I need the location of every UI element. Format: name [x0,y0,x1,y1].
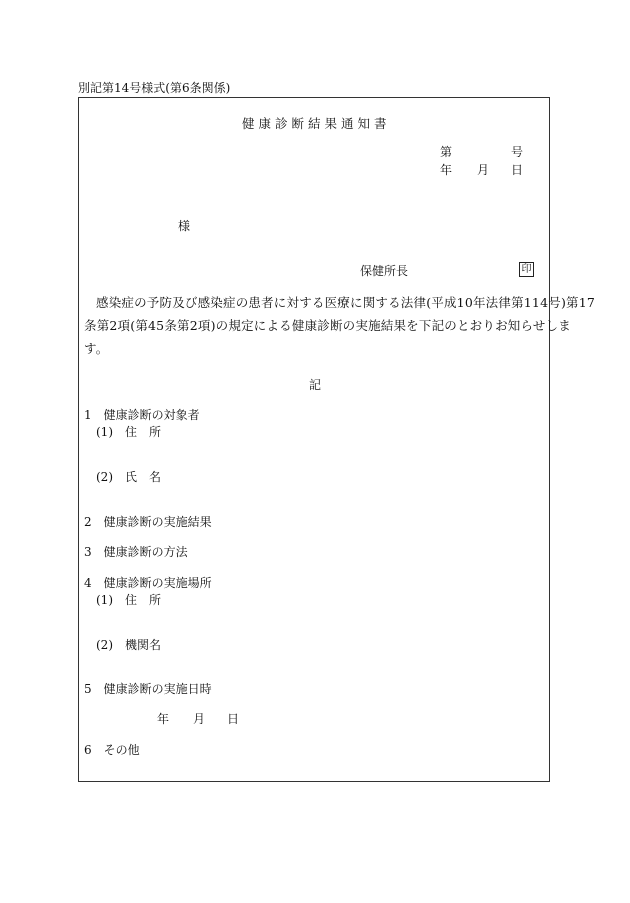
addressee-sama: 様 [178,219,191,233]
item-5-month: 月 [193,712,206,726]
body-line-2: 条第2項(第45条第2項)の規定による健康診断の実施結果を下記のとおりお知らせしま [84,318,571,333]
number-go: 号 [511,145,524,159]
item-2: 2 健康診断の実施結果 [84,515,212,529]
item-1-2: (2) 氏 名 [96,470,161,484]
date-day: 日 [511,163,524,177]
form-label: 別記第14号様式(第6条関係) [78,81,231,95]
body-line-3: す。 [84,341,109,356]
body-line-1: 感染症の予防及び感染症の患者に対する医療に関する法律(平成10年法律第114号)第17 [96,295,596,310]
item-5-year: 年 [157,712,170,726]
item-3: 3 健康診断の方法 [84,545,188,559]
ki-heading: 記 [309,378,322,392]
item-5-day: 日 [227,712,240,726]
item-6: 6 その他 [84,743,140,757]
seal-mark: 印 [519,262,534,277]
date-month: 月 [477,163,490,177]
number-dai: 第 [440,145,453,159]
item-4-2: (2) 機関名 [96,638,161,652]
item-4: 4 健康診断の実施場所 [84,576,212,590]
item-4-1: (1) 住 所 [96,593,161,607]
sender-title: 保健所長 [360,264,409,278]
item-1: 1 健康診断の対象者 [84,408,200,422]
document-title: 健康診断結果通知書 [242,116,391,131]
item-5: 5 健康診断の実施日時 [84,682,212,696]
item-1-1: (1) 住 所 [96,425,161,439]
date-year: 年 [440,163,453,177]
